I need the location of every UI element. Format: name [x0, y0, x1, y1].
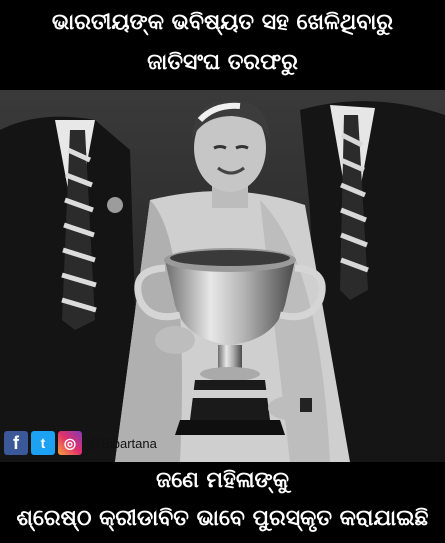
bottom-caption-line-2: ଶ୍ରେଷ୍ଠ କ୍ରୀଡାବିତ ଭାବେ ପୁରସ୍କୃତ କରାଯାଇଛି [16, 506, 429, 531]
instagram-icon[interactable]: ◎ [58, 431, 82, 455]
top-caption-line-2: ଜାତିସଂଘ ତରଫରୁ [147, 50, 298, 75]
trophy-photo-illustration [0, 90, 445, 462]
bottom-caption-line-1: ଜଣେ ମହିଳାଙ୍କୁ [156, 468, 289, 493]
top-caption-line-1: ଭାରତୀୟଙ୍କ ଭବିଷ୍ୟତ ସହ ଖେଳିଥିବାରୁ [51, 10, 394, 35]
social-handle-strip [4, 428, 157, 458]
top-caption [0, 0, 445, 90]
bottom-caption [0, 462, 445, 543]
trophy-photo [0, 90, 445, 462]
facebook-icon[interactable]: f [4, 431, 28, 455]
social-handle[interactable]: @Bibartana [88, 435, 157, 451]
twitter-icon[interactable]: t [31, 431, 55, 455]
